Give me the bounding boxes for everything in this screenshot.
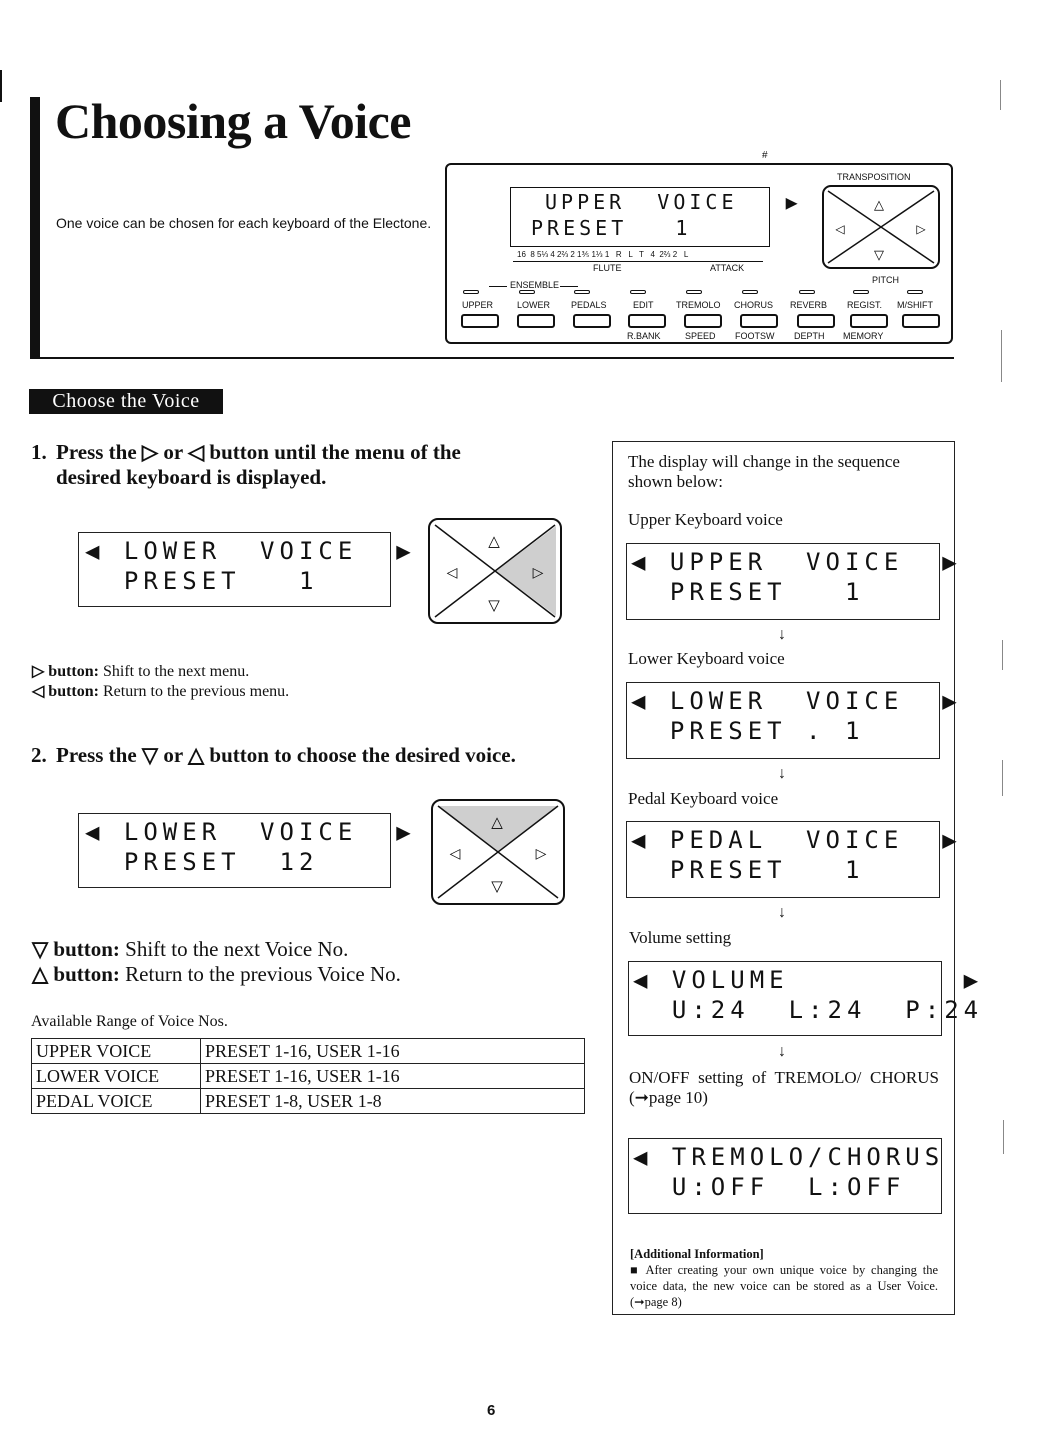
step2-number: 2. [31,743,47,767]
panel-lcd-line1: UPPER VOICE ▶ [545,190,802,214]
page-number: 6 [487,1402,496,1419]
feet-scale: 16 8 5⅓ 4 2⅔ 2 1⅗ 1⅓ 1 R L T 4 2⅔ 2 L [517,250,689,259]
note-down-key: ▽ button: [32,937,120,961]
sub-label-footsw: FOOTSW [735,331,775,341]
table-row [32,1089,585,1114]
step1-lcd-line1: ◀ LOWER VOICE ▶ [85,537,416,565]
regist-button [850,314,888,328]
screen-caption-tremolo: ON/OFF setting of TREMOLO/ CHORUS (➞page 10) [629,1068,939,1107]
led-chorus [742,290,758,294]
screen-lower-line1: ◀ LOWER VOICE ▶ [631,687,962,715]
note-up-val: Return to the previous Voice No. [125,962,401,986]
chorus-button [740,314,778,328]
screen-lower-line2: PRESET . 1 [631,717,865,745]
step1-text-b: desired keyboard is displayed. [56,465,327,489]
sub-label-memory: MEMORY [843,331,884,341]
down-arrow-icon: ↓ [778,1043,786,1060]
ensemble-rule-left [489,286,507,287]
svg-text:◁: ◁ [449,846,461,862]
screen-caption-lower: Lower Keyboard voice [628,649,785,668]
screen-pedal-line1: ◀ PEDAL VOICE ▶ [631,826,962,854]
margin-line [1000,80,1001,110]
screen-upper-line1: ◀ UPPER VOICE ▶ [631,548,962,576]
btn-label-regist: REGIST. [847,300,883,310]
lower-button [517,314,555,328]
down-arrow-icon: ↓ [778,765,786,782]
transposition-pad-icon [822,185,940,269]
step1-lcd [78,532,416,607]
side-intro: The display will change in the sequence shown below: [628,452,900,491]
step1-lcd-line2: PRESET 1 [85,567,319,595]
led-regist [853,290,869,294]
upper-button [461,314,499,328]
screen-volume-line2: U:24 L:24 P:24 [633,996,984,1024]
svg-text:▷: ▷ [535,846,547,862]
step2-lcd-line1: ◀ LOWER VOICE ▶ [85,818,416,846]
screen-tremolo-line2: U:OFF L:OFF [633,1173,906,1201]
info-title: [Additional Information] [630,1247,764,1261]
page-title: Choosing a Voice [55,93,411,149]
led-edit [630,290,646,294]
step2-note-up [32,962,401,987]
screen-upper-lcd [626,543,962,620]
step1-number: 1. [31,440,47,464]
note-right-key: ▷ button: [32,663,99,680]
btn-label-lower: LOWER [517,300,551,310]
header-rule [30,357,954,359]
sub-label-speed: SPEED [685,331,716,341]
down-arrow-icon: ↓ [778,626,786,643]
ranges-table [31,1038,585,1114]
svg-text:◁: ◁ [835,222,845,236]
margin-line [1002,760,1003,796]
screen-tremolo-lcd [628,1138,945,1214]
btn-label-edit: EDIT [633,300,654,310]
svg-text:◁: ◁ [446,565,458,581]
btn-label-tremolo: TREMOLO [676,300,721,310]
pedals-button [573,314,611,328]
cursor-pad-right-pressed-icon [428,518,562,624]
btn-label-mshift: M/SHIFT [897,300,933,310]
note-down-val: Shift to the next Voice No. [125,937,349,961]
screen-caption-volume: Volume setting [629,928,732,947]
led-tremolo [686,290,702,294]
svg-text:▽: ▽ [491,877,503,895]
margin-line [1001,330,1002,382]
led-upper [463,290,479,294]
margin-tick [0,70,2,102]
table-cell: UPPER VOICE [32,1039,201,1064]
step2-lcd-line2: PRESET 12 [85,848,319,876]
scale-rule [513,261,763,262]
svg-text:▽: ▽ [874,248,884,263]
svg-text:▷: ▷ [916,222,926,236]
svg-text:△: △ [874,198,884,213]
svg-text:▽: ▽ [488,596,500,614]
down-arrow-icon: ↓ [778,904,786,921]
note-right-val: Shift to the next menu. [102,663,250,680]
header-accent-bar [30,97,40,359]
tremolo-button [684,314,722,328]
flute-label: FLUTE [593,263,622,273]
intro-text: One voice can be chosen for each keyboard of the Electone. [56,215,432,231]
sub-label-depth: DEPTH [794,331,825,341]
screen-upper-line2: PRESET 1 [631,578,865,606]
table-row [32,1039,585,1064]
panel-lcd-line2: PRESET 1 [531,216,692,240]
screen-volume-line1: ◀ VOLUME ▶ [633,966,984,994]
mshift-button [902,314,940,328]
step2-lcd [78,813,416,888]
led-pedals [574,290,590,294]
table-cell: PRESET 1-16, USER 1-16 [201,1064,585,1089]
edit-button [628,314,666,328]
screen-volume-lcd [628,961,984,1036]
svg-text:△: △ [491,813,503,831]
table-cell: PRESET 1-8, USER 1-8 [201,1089,585,1114]
control-panel-illustration [445,163,953,344]
led-lower [519,290,535,294]
screen-pedal-lcd [626,821,962,898]
svg-text:△: △ [488,532,500,550]
btn-label-upper: UPPER [462,300,494,310]
screen-caption-pedal: Pedal Keyboard voice [628,789,779,808]
note-left-val: Return to the previous menu. [102,683,290,700]
step2-note-down [32,937,348,962]
sub-label-rbank: R.BANK [627,331,661,341]
panel-lcd [510,187,802,247]
note-left-key: ◁ button: [32,683,99,700]
btn-label-reverb: REVERB [790,300,828,310]
led-reverb [799,290,815,294]
section-heading: Choose the Voice [29,389,223,414]
panel-mark: # [762,150,768,161]
step1-note-right [32,662,249,682]
btn-label-pedals: PEDALS [571,300,607,310]
screen-lower-lcd [626,682,962,759]
step1-text-a: Press the ▷ or ◁ button until the menu of the [56,440,461,464]
led-mshift [907,290,923,294]
transposition-label: TRANSPOSITION [837,172,911,182]
table-cell: LOWER VOICE [32,1064,201,1089]
ensemble-label: ENSEMBLE [510,280,560,290]
table-cell: PEDAL VOICE [32,1089,201,1114]
step1-note-left [32,682,289,702]
screen-tremolo-line1: ◀ TREMOLO/CHORUS [633,1143,945,1171]
info-text: ■ After creating your own unique voice by changing the voice data, the new voice can be stored as a User Voice. (➞page 8) [630,1263,938,1309]
margin-line [1003,1120,1004,1154]
cursor-pad-up-pressed-icon [431,799,565,905]
table-cell: PRESET 1-16, USER 1-16 [201,1039,585,1064]
table-row [32,1064,585,1089]
pitch-label: PITCH [872,275,899,285]
step2-text: Press the ▽ or △ button to choose the desired voice. [56,743,516,767]
reverb-button [797,314,835,328]
ensemble-rule-right [560,286,578,287]
ranges-caption: Available Range of Voice Nos. [31,1013,228,1030]
svg-text:▷: ▷ [532,565,544,581]
screen-pedal-line2: PRESET 1 [631,856,865,884]
btn-label-chorus: CHORUS [734,300,774,310]
screen-caption-upper: Upper Keyboard voice [628,510,783,529]
note-up-key: △ button: [32,962,120,986]
attack-label: ATTACK [710,263,745,273]
margin-line [1002,640,1003,670]
